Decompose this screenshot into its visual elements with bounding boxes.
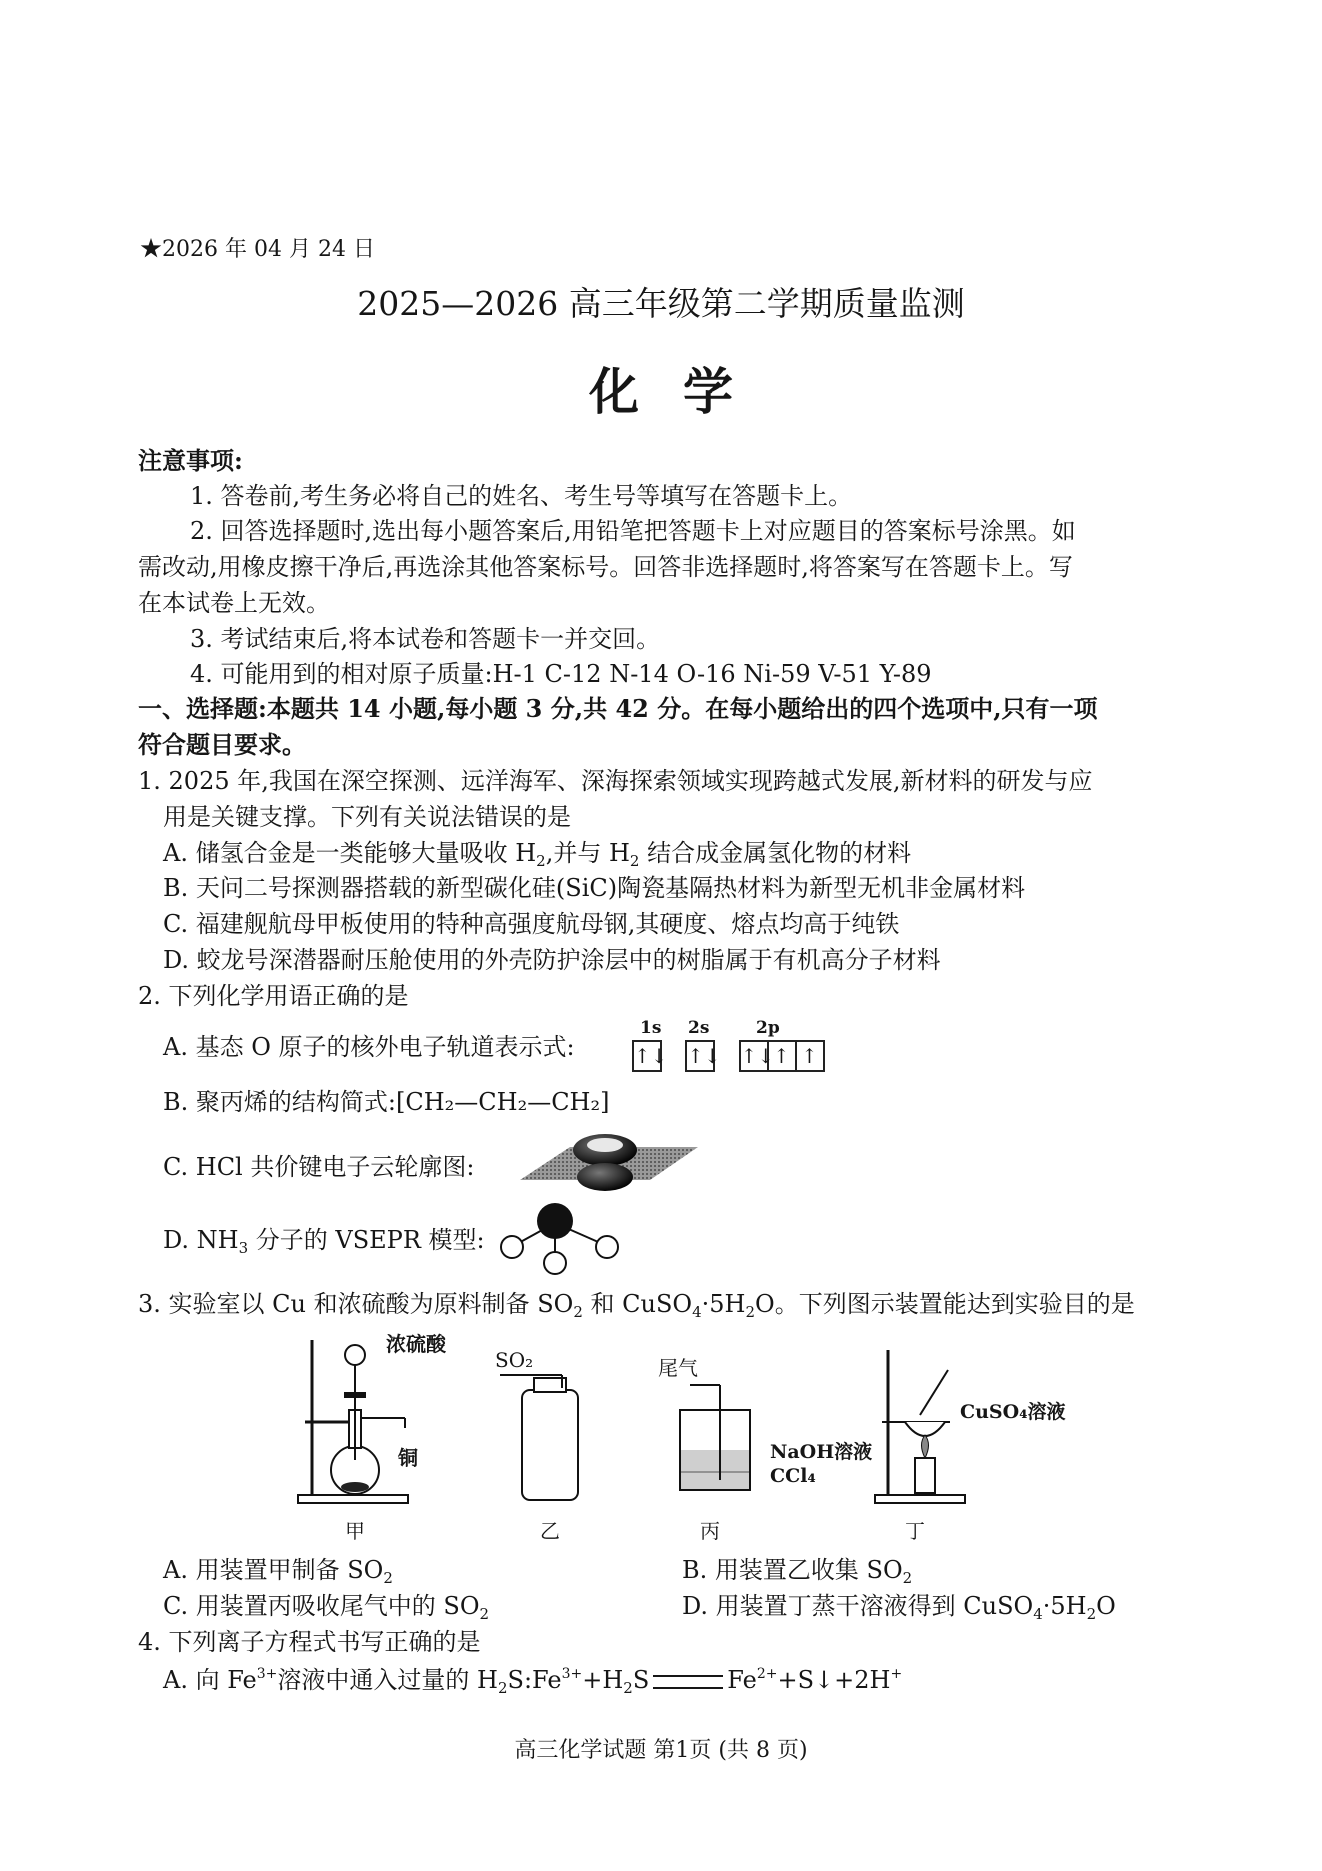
q4-option-a: A. 向 $Fe^{3+}$溶液中通入过量的 $H_2S:Fe^{3+}+H_2S$ $Fe^{2+}+S↓+2H^+$ — [163, 1666, 903, 1697]
q2-option-d: D. $NH_3$ 分子的 VSEPR 模型: — [163, 1226, 485, 1257]
q1-option-b: B. 天问二号探测器搭载的新型碳化硅(SiC)陶瓷基隔热材料为新型无机非金属材料 — [163, 874, 1026, 902]
bracket-open: [ — [395, 1088, 406, 1116]
label-ccl4: CCl₄ — [770, 1465, 816, 1487]
notice-item-2-line-1: 2. 回答选择题时,选出每小题答案后,用铅笔把答题卡上对应题目的答案标号涂黑。如 — [190, 517, 1076, 545]
apparatus-bing — [660, 1380, 770, 1500]
orbital-box-1s: ↑↓ — [632, 1040, 662, 1072]
q3-option-a: A. 用装置甲制备 $SO_2$ — [163, 1556, 393, 1587]
section-1-header-line-1: 一、选择题:本题共 14 小题,每小题 3 分,共 42 分。在每小题给出的四个选项中,只有一项 — [138, 694, 1098, 723]
q3-option-b: B. 用装置乙收集 $SO_2$ — [682, 1556, 913, 1587]
orbital-label-2s: 2s — [688, 1018, 710, 1038]
label-cuso4: CuSO₄溶液 — [960, 1401, 1066, 1423]
exam-title: 2025—2026 高三年级第二学期质量监测 — [357, 284, 965, 323]
q2-option-a: A. 基态 O 原子的核外电子轨道表示式: — [163, 1033, 575, 1061]
label-so2-in: SO₂ — [495, 1348, 534, 1372]
caption-jia: 甲 — [345, 1519, 365, 1543]
orbital-label-2p: 2p — [756, 1018, 780, 1038]
q2-option-b: B. 聚丙烯的结构简式:[CH₂—CH₂—CH₂] — [163, 1088, 610, 1116]
orbital-label-1s: 1s — [640, 1018, 662, 1038]
q3-option-c: C. 用装置丙吸收尾气中的 $SO_2$ — [163, 1592, 490, 1623]
bracket-close: ] — [600, 1088, 610, 1116]
orbital-box-2p-2: ↑ — [769, 1040, 797, 1072]
apparatus-ding — [870, 1340, 980, 1510]
section-1-header-line-2: 符合题目要求。 — [138, 730, 306, 759]
caption-ding: 丁 — [905, 1519, 925, 1543]
q1-stem-line-2: 用是关键支撑。下列有关说法错误的是 — [163, 803, 571, 831]
notice-item-4: 4. 可能用到的相对原子质量:H-1 C-12 N-14 O-16 Ni-59 V-51 Y-89 — [190, 660, 932, 688]
polymer-formula: CH₂—CH₂—CH₂ — [405, 1088, 601, 1116]
q1-option-a: A. 储氢合金是一类能够大量吸收 $H_2$,并与 $H_2$ 结合成金属氢化物的材料 — [163, 839, 912, 870]
electron-cloud-figure — [510, 1125, 700, 1195]
label-naoh: NaOH溶液 — [770, 1441, 873, 1463]
notice-title: 注意事项: — [138, 446, 243, 475]
q3-option-d: D. 用装置丁蒸干溶液得到 $CuSO_4\cdot 5H_2O$ — [682, 1592, 1116, 1623]
notice-item-1: 1. 答卷前,考生务必将自己的姓名、考生号等填写在答题卡上。 — [190, 482, 853, 510]
orbital-box-2s: ↑↓ — [685, 1040, 715, 1072]
exam-date: ★2026 年 04 月 24 日 — [140, 237, 375, 262]
notice-item-2-line-3: 在本试卷上无效。 — [138, 589, 330, 617]
label-conc-acid: 浓硫酸 — [386, 1332, 446, 1356]
notice-item-2-line-2: 需改动,用橡皮擦干净后,再选涂其他答案标号。回答非选择题时,将答案写在答题卡上。写 — [138, 553, 1073, 581]
label-tail-gas: 尾气 — [658, 1356, 698, 1380]
apparatus-yi — [500, 1370, 590, 1510]
q1-option-c: C. 福建舰航母甲板使用的特种高强度航母钢,其硬度、熔点均高于纯铁 — [163, 910, 900, 938]
caption-bing: 丙 — [700, 1519, 720, 1543]
q4-stem: 4. 下列离子方程式书写正确的是 — [138, 1628, 481, 1656]
caption-yi: 乙 — [540, 1519, 560, 1543]
vsepr-model-figure — [495, 1195, 625, 1275]
equals-sign — [653, 1675, 723, 1689]
q1-option-d: D. 蛟龙号深潜器耐压舱使用的外壳防护涂层中的树脂属于有机高分子材料 — [163, 946, 941, 974]
label-copper: 铜 — [398, 1446, 418, 1470]
orbital-box-2p-1: ↑↓ — [739, 1040, 769, 1072]
orbital-box-2p-3: ↑ — [797, 1040, 825, 1072]
q3-stem: 3. 实验室以 Cu 和浓硫酸为原料制备 $SO_2$ 和 $CuSO_4\cdot 5H_2O$。下列图示装置能达到实验目的是 — [138, 1290, 1135, 1321]
subject-title: 化学 — [589, 362, 777, 421]
notice-item-3: 3. 考试结束后,将本试卷和答题卡一并交回。 — [190, 625, 661, 653]
orbital-diagram — [632, 1040, 825, 1072]
q1-stem-line-1: 1. 2025 年,我国在深空探测、远洋海军、深海探索领域实现跨越式发展,新材料的研发与应 — [138, 767, 1093, 795]
q2-option-c: C. HCl 共价键电子云轮廓图: — [163, 1153, 475, 1181]
q2-stem: 2. 下列化学用语正确的是 — [138, 982, 409, 1010]
apparatus-jia — [290, 1330, 430, 1510]
page-footer: 高三化学试题 第1页 (共 8 页) — [514, 1738, 808, 1763]
